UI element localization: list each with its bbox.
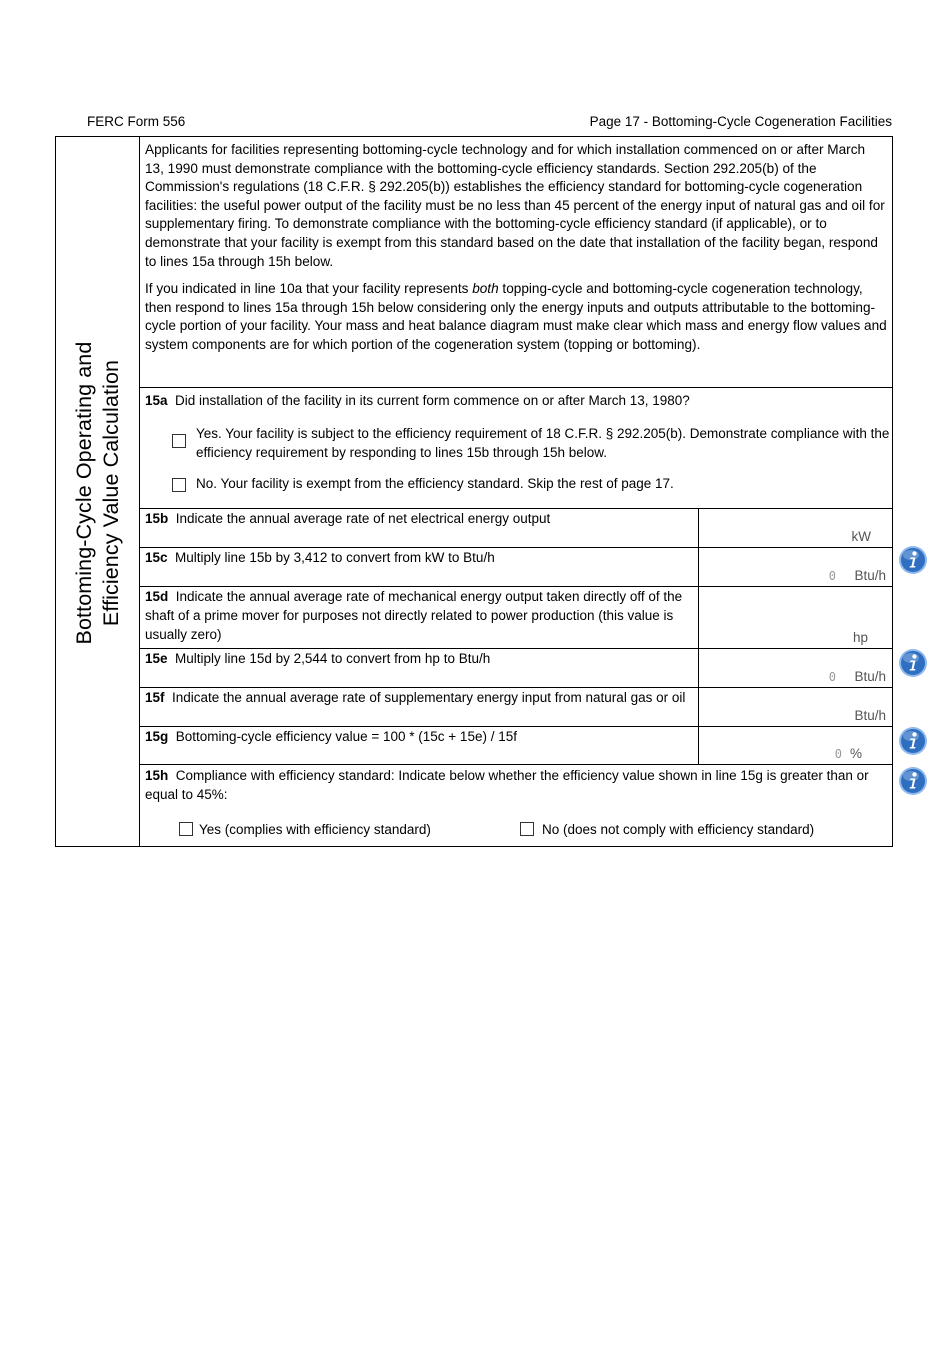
info-icon[interactable]	[898, 545, 928, 575]
row-15f	[140, 688, 892, 727]
intro-paragraph-2-emphasis: both	[472, 281, 499, 297]
section-title	[71, 183, 125, 803]
question-15h-id: 15h	[145, 768, 169, 783]
question-15a	[140, 388, 892, 509]
row-15g-text: Bottoming-cycle efficiency value = 100 * (15c + 15e) / 15f	[175, 729, 517, 744]
input-15d-unit: hp	[852, 630, 868, 645]
info-icon[interactable]	[898, 766, 928, 796]
row-15b-id: 15b	[145, 511, 169, 526]
row-15f-text: Indicate the annual average rate of supplementary energy input from natural gas or oil	[172, 690, 686, 705]
row-15c-id: 15c	[145, 550, 168, 565]
output-15g-value: 0	[834, 747, 842, 761]
row-15d-text: Indicate the annual average rate of mechanical energy output taken directly off of the shaft of a prime mover for purposes not directly related to power production (this value is usually zero)	[145, 589, 683, 642]
section-content	[140, 137, 892, 846]
row-15b	[140, 509, 892, 548]
row-15e-text: Multiply line 15d by 2,544 to convert from hp to Btu/h	[175, 651, 491, 666]
row-15e-id: 15e	[145, 651, 168, 666]
output-15g	[699, 727, 892, 764]
question-15h	[140, 765, 892, 846]
input-15b-unit: kW	[851, 529, 871, 544]
row-15d-label	[140, 587, 699, 648]
row-15c-text: Multiply line 15b by 3,412 to convert from kW to Btu/h	[175, 550, 495, 565]
checkbox-15h-no[interactable]	[520, 822, 534, 836]
output-15c-value: 0	[828, 569, 836, 583]
question-15a-id: 15a	[145, 393, 168, 408]
intro-paragraph-1: Applicants for facilities representing bottoming-cycle technology and for which installation commenced on or after March 13, 1990 must demonstrate compliance with the bottoming-cycle efficiency standards. Section 292.205(b) of the Commission's regulations (18 C.F.R. § 292.205(b)) establishes the efficiency standard for bottoming-cycle cogeneration facilities: the useful power output of the facility must be no less than 45 percent of the energy input of natural gas and oil for supplementary firing. To demonstrate compliance with the bottoming-cycle efficiency standard (if applicable), or to demonstrate that your facility is exempt from this standard based on the date that installation of the facility began, respond to lines 15a through 15h below.	[145, 142, 885, 269]
input-15b[interactable]	[699, 509, 892, 547]
checkbox-15a-yes[interactable]	[172, 434, 186, 448]
row-15f-label	[140, 688, 699, 726]
row-15c	[140, 548, 892, 587]
intro-paragraph-2-end: topping-cycle and bottoming-cycle cogeneration technology, then respond to lines 15a through 15h below considering only the energy inputs and outputs attributable to the bottoming-cycle portion of your facility. Your mass and heat balance diagram must make clear which mass and energy flow values and system components are for which portion of the cogeneration system (topping or bottoming).	[145, 281, 887, 352]
option-15a-yes-label: Yes. Your facility is subject to the efficiency requirement of 18 C.F.R. § 292.205(b). Demonstrate compliance with the efficiency requirement by responding to lines 15b through 15h below.	[196, 426, 890, 460]
row-15d-id: 15d	[145, 589, 169, 604]
output-15e-value: 0	[828, 670, 836, 684]
row-15g-label	[140, 727, 699, 764]
row-15c-label	[140, 548, 699, 586]
form-section	[55, 136, 893, 847]
page-title: Page 17 - Bottoming-Cycle Cogeneration Facilities	[589, 114, 892, 129]
input-15d[interactable]	[699, 587, 892, 648]
option-15h-yes-label: Yes (complies with efficiency standard)	[199, 822, 431, 837]
row-15f-id: 15f	[145, 690, 165, 705]
intro-paragraph-2-start: If you indicated in line 10a that your facility represents	[145, 281, 473, 297]
question-15a-text	[145, 392, 887, 410]
form-name: FERC Form 556	[87, 114, 186, 129]
option-15a-no-label: No. Your facility is exempt from the efficiency standard. Skip the rest of page 17.	[196, 476, 674, 491]
intro-paragraph-2	[145, 280, 887, 354]
section-title-line2: Efficiency Value Calculation	[99, 359, 123, 627]
row-15g-id: 15g	[145, 729, 169, 744]
question-15h-text	[145, 767, 887, 805]
row-15e	[140, 649, 892, 688]
row-15b-label	[140, 509, 699, 547]
question-15h-label: Compliance with efficiency standard: Indicate below whether the efficiency value shown in line 15g is greater than or equal to 45%:	[145, 768, 869, 802]
checkbox-15h-yes[interactable]	[179, 822, 193, 836]
row-15g	[140, 727, 892, 765]
section-title-line1: Bottoming-Cycle Operating and	[72, 341, 96, 645]
info-icon[interactable]	[898, 648, 928, 678]
input-15f[interactable]	[699, 688, 892, 726]
row-15e-label	[140, 649, 699, 687]
output-15e	[699, 649, 892, 687]
section-sidebar	[56, 137, 140, 846]
checkbox-15a-no[interactable]	[172, 478, 186, 492]
info-icon[interactable]	[898, 726, 928, 756]
output-15c-unit: Btu/h	[854, 568, 886, 583]
output-15e-unit: Btu/h	[854, 669, 886, 684]
output-15c	[699, 548, 892, 586]
row-15d	[140, 587, 892, 649]
intro-instructions	[140, 137, 892, 388]
option-15h-no-label: No (does not comply with efficiency standard)	[542, 822, 815, 837]
output-15g-unit: %	[849, 746, 862, 761]
question-15a-label: Did installation of the facility in its current form commence on or after March 13, 1980?	[175, 393, 690, 408]
row-15b-text: Indicate the annual average rate of net electrical energy output	[175, 511, 551, 526]
input-15f-unit: Btu/h	[854, 708, 886, 723]
